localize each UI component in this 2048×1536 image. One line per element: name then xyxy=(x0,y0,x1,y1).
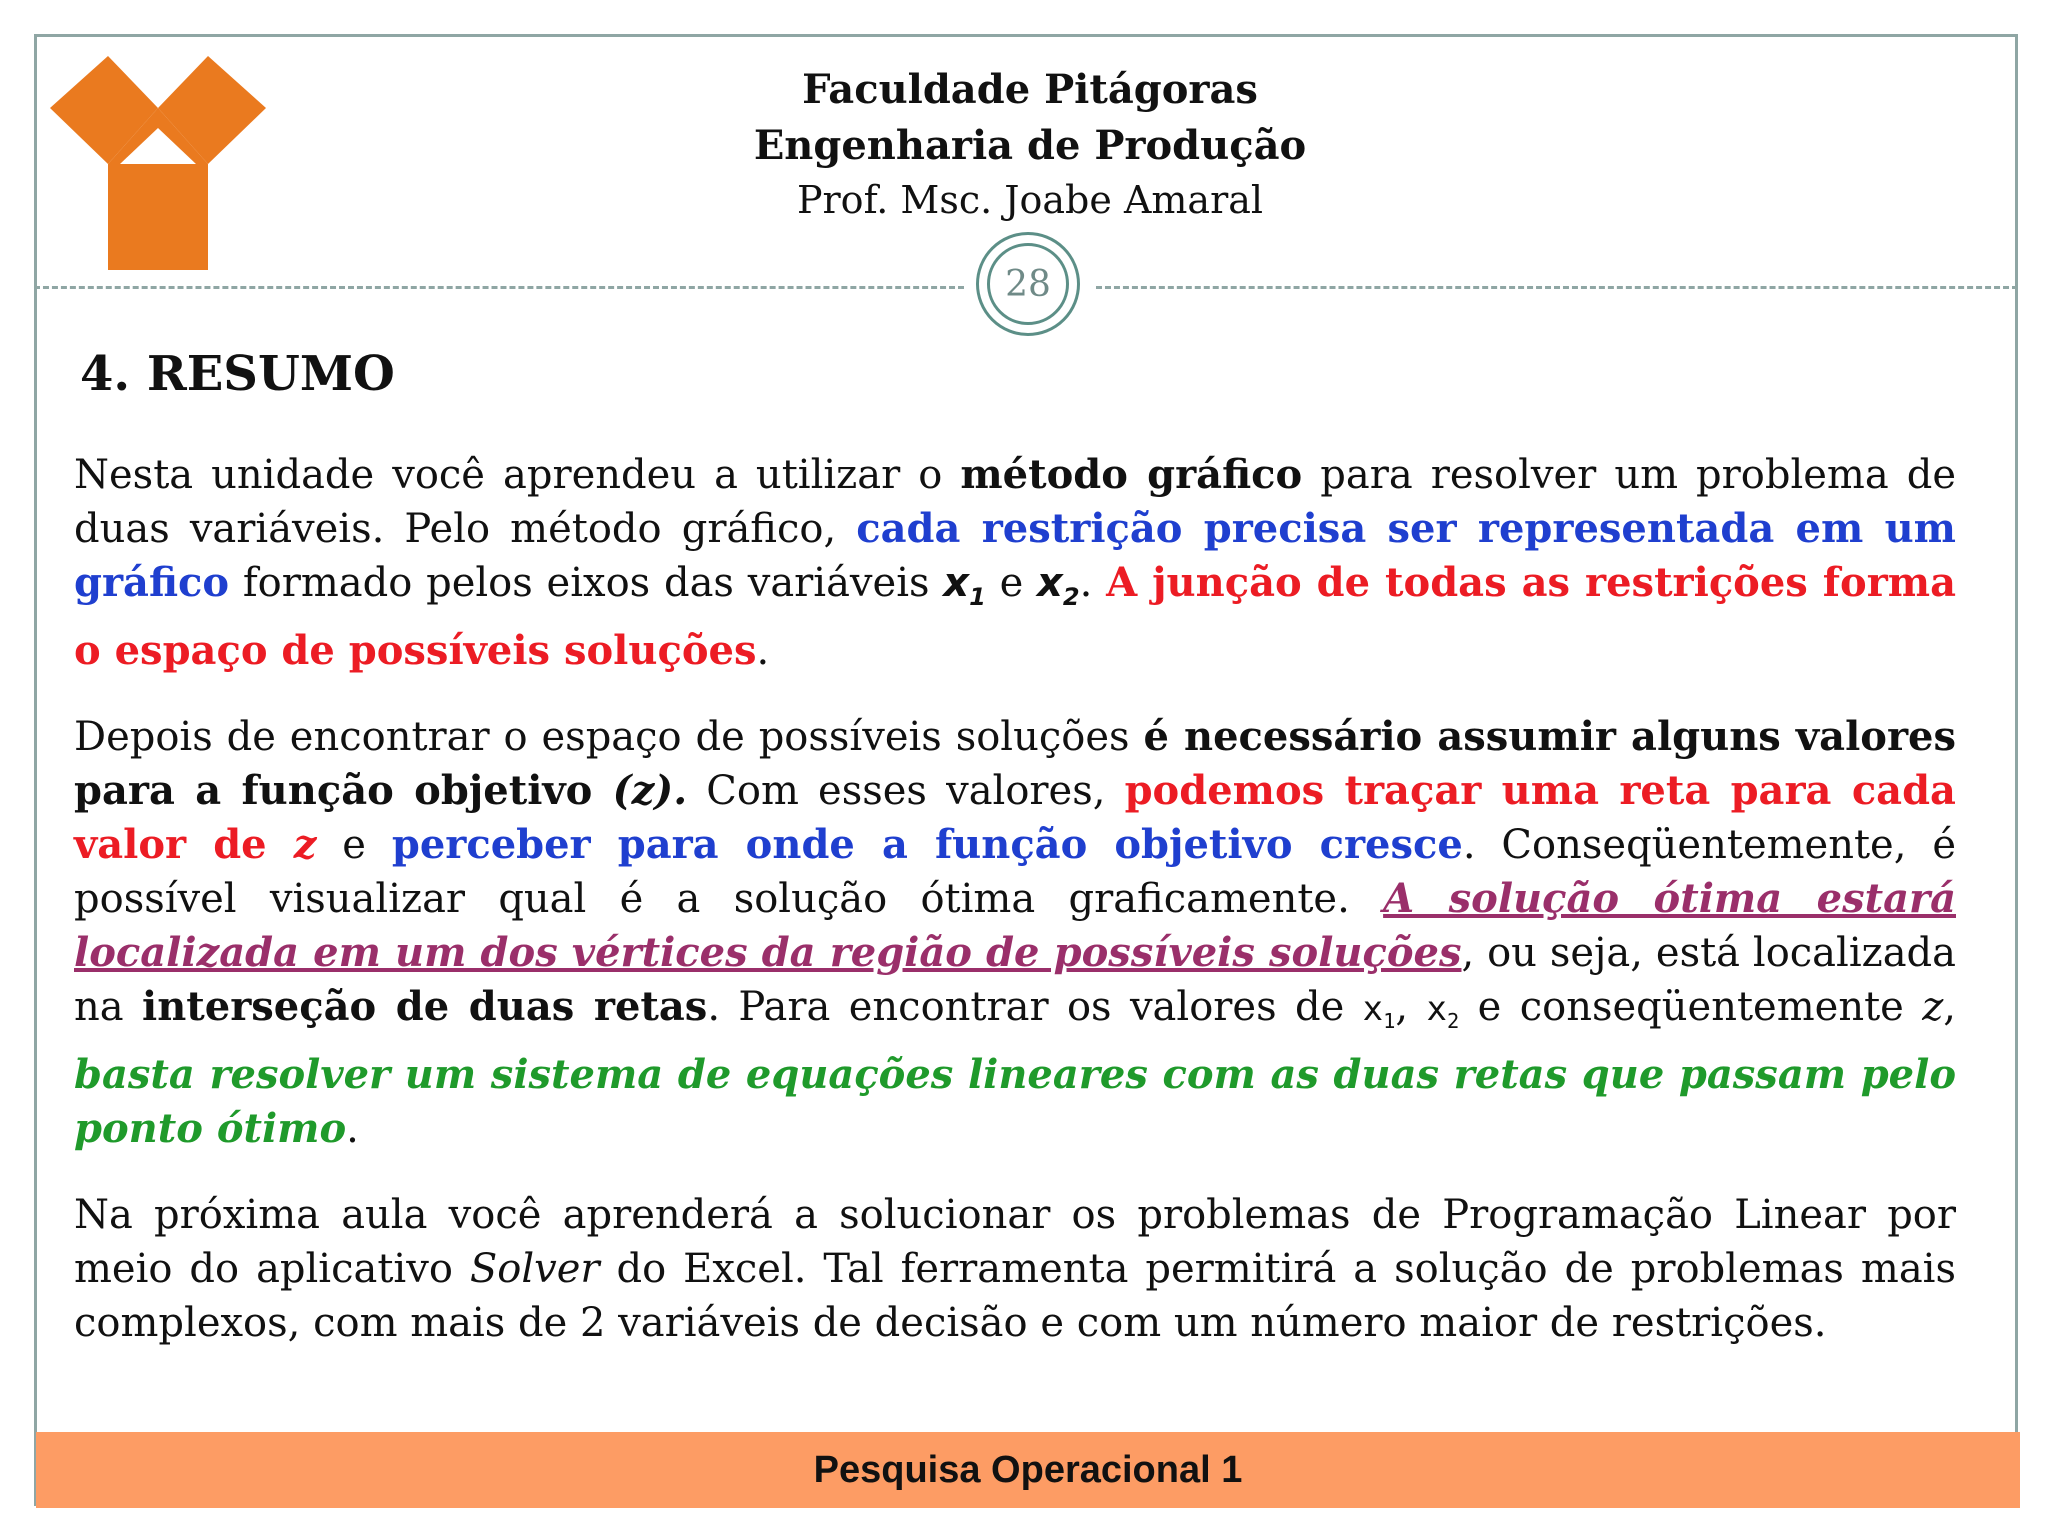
paragraph-3 xyxy=(74,1188,1956,1350)
paragraph-2 xyxy=(74,710,1956,1156)
footer-label: Pesquisa Operacional 1 xyxy=(813,1448,1243,1491)
var-z: z xyxy=(1922,984,1944,1030)
page-number: 28 xyxy=(987,243,1069,325)
text-span: formado pelos eixos das variáveis xyxy=(229,560,944,606)
text-span: Nesta unidade você aprendeu a utilizar o xyxy=(74,452,961,498)
text-span: e xyxy=(316,822,392,868)
institution-name: Faculdade Pitágoras xyxy=(802,66,1258,113)
var-letter: x xyxy=(1426,989,1448,1029)
text-span: . xyxy=(346,1105,359,1152)
pythagoras-logo-icon xyxy=(50,56,266,270)
green-highlight: basta resolver um sistema de equações lineares com as duas retas que passam pelo ponto ótimo xyxy=(74,1050,1956,1152)
var-subscript: 1 xyxy=(1383,1008,1396,1033)
red-highlight: podemos traçar uma reta para cada valor de xyxy=(74,767,1956,868)
var-letter: x xyxy=(1362,989,1384,1029)
text-span: . xyxy=(756,628,770,674)
section-title: 4. RESUMO xyxy=(80,346,395,402)
course-name: Engenharia de Produção xyxy=(753,122,1307,169)
var-letter: x xyxy=(943,560,970,606)
text-span: e conseqüentemente xyxy=(1459,984,1923,1030)
text-span: Depois de encontrar o espaço de possíveis soluções xyxy=(74,714,1144,760)
slide-content xyxy=(74,448,1956,1382)
bold-span: interseção de duas retas xyxy=(142,983,708,1030)
blue-highlight: cada restrição precisa ser representada em um gráfico xyxy=(74,505,1957,606)
text-span: Na próxima aula você aprenderá a solucionar os problemas de Programação Linear por meio do aplicativo xyxy=(74,1191,1956,1292)
text-span: , xyxy=(1943,984,1957,1030)
header-divider-left xyxy=(34,286,964,289)
var-x2 xyxy=(1037,560,1080,611)
var-subscript: 2 xyxy=(1062,583,1080,611)
paragraph-1 xyxy=(74,448,1956,678)
text-span: e xyxy=(985,560,1038,606)
text-span: . Conseqüentemente, é possível visualizar qual é a solução ótima graficamente. xyxy=(74,822,1956,922)
text-span: para resolver um problema de duas variáveis. Pelo método gráfico, xyxy=(74,452,1956,552)
var-subscript: 1 xyxy=(969,583,986,611)
bold-span: é necessário assumir alguns valores para a função objetivo xyxy=(74,713,1956,814)
var-x1 xyxy=(943,560,986,611)
text-span: , ou seja, está localizada na xyxy=(74,930,1956,1030)
header-divider-right xyxy=(1096,286,2018,289)
var-subscript: 2 xyxy=(1447,1008,1460,1033)
var-x1 xyxy=(1362,989,1396,1033)
footer-bar xyxy=(36,1432,2020,1508)
purple-highlight: A solução ótima estará localizada em um dos vértices da região de possíveis soluções xyxy=(74,875,1956,976)
bold-span: método gráfico xyxy=(960,451,1303,498)
text-span: do Excel. Tal ferramenta permitirá a solução de problemas mais complexos, com mais de 2 variáveis de decisão e com um número maior de restrições. xyxy=(74,1245,1956,1346)
text-span: . xyxy=(1079,560,1107,606)
blue-highlight: perceber para onde a função objetivo cresce xyxy=(391,821,1463,868)
slide-header xyxy=(620,62,1440,226)
red-highlight: A junção de todas as restrições forma o espaço de possíveis soluções xyxy=(74,559,1957,674)
page-number-badge xyxy=(976,232,1080,336)
professor-name: Prof. Msc. Joabe Amaral xyxy=(796,178,1264,222)
text-span: , xyxy=(1395,984,1427,1030)
italic-span: Solver xyxy=(469,1245,600,1292)
var-z: (z). xyxy=(612,767,688,814)
text-span: Com esses valores, xyxy=(687,768,1125,814)
var-z: z xyxy=(293,821,317,868)
var-letter: x xyxy=(1037,560,1063,606)
text-span: . Para encontrar os valores de xyxy=(707,984,1363,1030)
var-x2 xyxy=(1426,989,1460,1033)
